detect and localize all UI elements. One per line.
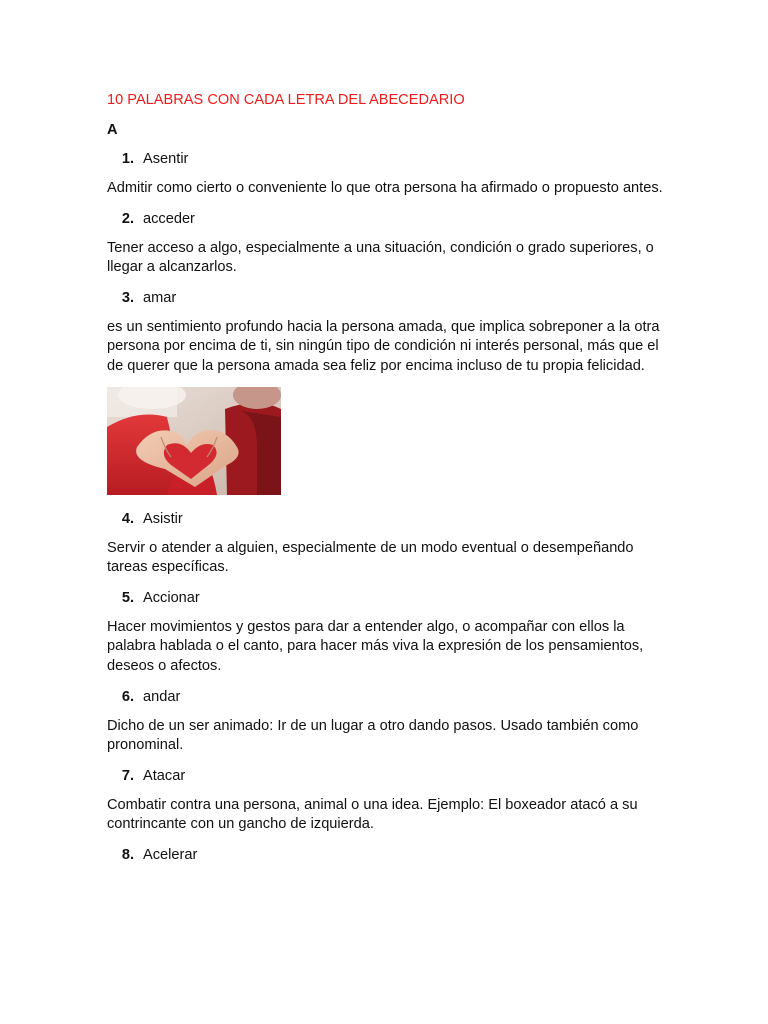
entry-label: Acelerar — [143, 846, 198, 863]
entry-label: amar — [143, 289, 177, 306]
entry-number: 1. — [121, 151, 134, 167]
entry-label: Atacar — [143, 767, 186, 784]
entry-6-definition: Dicho de un ser animado: Ir de un lugar a otro dando pasos. Usado también como pronominal. — [107, 717, 639, 754]
entry-label: acceder — [143, 210, 195, 227]
entry-number: 8. — [121, 846, 134, 863]
heart-hands-photo — [107, 387, 281, 495]
entry-2-word — [107, 209, 667, 229]
entry-number: 6. — [121, 688, 134, 705]
document-title: 10 PALABRAS CON CADA LETRA DEL ABECEDARIO — [107, 92, 465, 108]
entry-5-definition: Hacer movimientos y gestos para dar a entender algo, o acompañar con ellos la palabra hablada o el canto, para hacer más viva la expresión de los pensamientos, deseos o afectos. — [107, 618, 644, 674]
entry-4-definition: Servir o atender a alguien, especialmente de un modo eventual o desempeñando tareas específicas. — [107, 539, 634, 576]
entry-3-word — [107, 288, 667, 308]
entry-label: Asistir — [143, 510, 183, 527]
entry-label: andar — [143, 688, 181, 705]
entry-number: 4. — [121, 510, 134, 527]
entry-3-definition: es un sentimiento profundo hacia la persona amada, que implica sobreponer a la otra persona por encima de ti, sin ningún tipo de condición ni interés personal, más que el de querer que la persona amada sea feliz por encima incluso de tu propia felicidad. — [107, 318, 660, 374]
entry-6-word — [107, 687, 667, 707]
entry-number: 7. — [121, 767, 134, 784]
entry-8-word — [107, 845, 667, 865]
entry-1-definition: Admitir como cierto o conveniente lo que otra persona ha afirmado o propuesto antes. — [107, 180, 663, 196]
entry-number: 2. — [121, 210, 134, 227]
entry-label: Accionar — [143, 589, 200, 606]
entry-7-word — [107, 766, 667, 786]
document-page — [107, 90, 667, 875]
entry-label: Asentir — [143, 151, 189, 167]
entry-2-definition: Tener acceso a algo, especialmente a una situación, condición o grado superiores, o llegar a alcanzarlos. — [107, 239, 654, 276]
letter-heading: A — [107, 122, 118, 138]
entry-1-word — [107, 149, 667, 169]
entry-7-definition: Combatir contra una persona, animal o una idea. Ejemplo: El boxeador atacó a su contrincante con un gancho de izquierda. — [107, 796, 638, 833]
entry-4-word — [107, 509, 667, 529]
entry-number: 5. — [121, 589, 134, 606]
entry-number: 3. — [121, 289, 134, 306]
entry-5-word — [107, 588, 667, 608]
